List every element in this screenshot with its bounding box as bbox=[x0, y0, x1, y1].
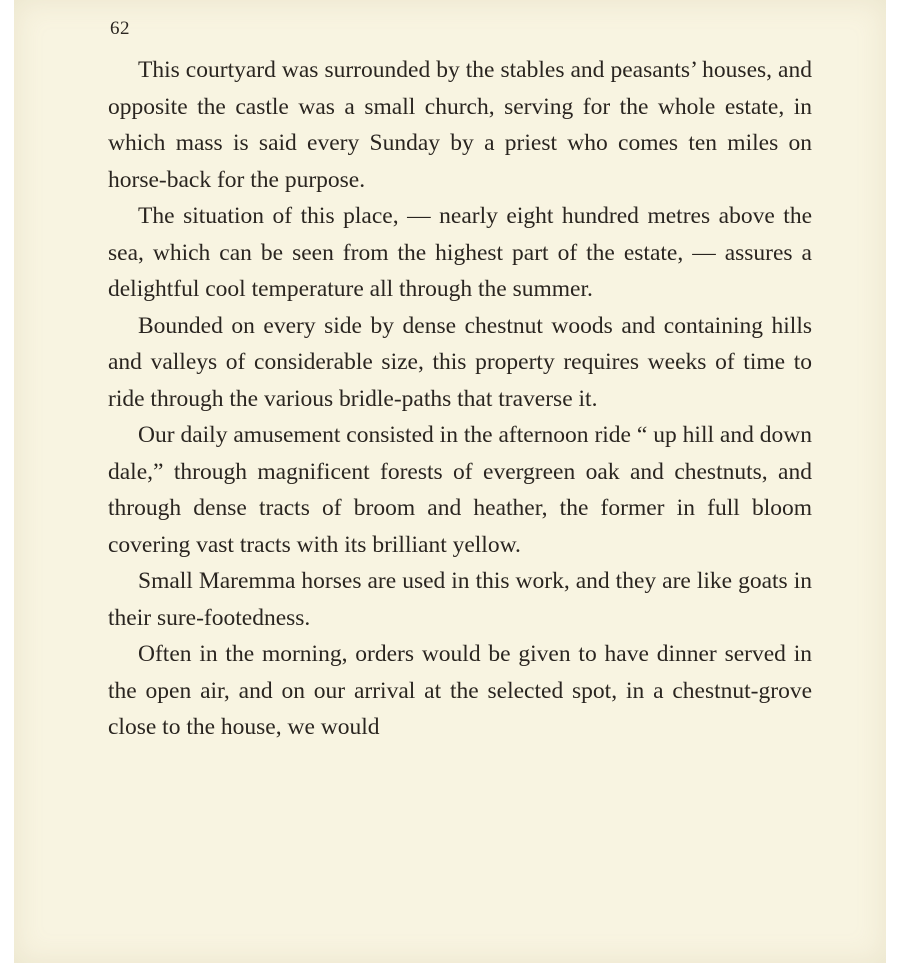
paragraph-courtyard: This courtyard was surrounded by the stables and peasants’ houses, and opposite the castle was a small church, serving for the whole estate, in which mass is said every Sunday by a priest who comes ten miles on horse-back for the purpose. bbox=[108, 57, 812, 193]
book-page bbox=[14, 0, 886, 963]
paragraph-situation: The situation of this place, — nearly eight hundred metres above the sea, which can be seen from the highest part of the estate, — assures a delightful cool temperature all through the summer. bbox=[108, 203, 812, 302]
page-number: 62 bbox=[110, 18, 130, 39]
paragraph-dinner: Often in the morning, orders would be given to have dinner served in the open air, and on our arrival at the selected spot, in a chestnut-grove close to the house, we would bbox=[108, 641, 812, 740]
paragraph-afternoon-ride: Our daily amusement consisted in the afternoon ride “ up hill and down dale,” through magnificent forests of evergreen oak and chestnuts, and through dense tracts of broom and heather, the former in full bloom covering vast tracts with its brilliant yellow. bbox=[108, 422, 812, 558]
body-text bbox=[108, 52, 812, 746]
paragraph-maremma-horses: Small Maremma horses are used in this work, and they are like goats in their sure-footedness. bbox=[108, 568, 812, 631]
paragraph-property: Bounded on every side by dense chestnut woods and containing hills and valleys of considerable size, this property requires weeks of time to ride through the various bridle-paths that traverse it. bbox=[108, 312, 812, 412]
